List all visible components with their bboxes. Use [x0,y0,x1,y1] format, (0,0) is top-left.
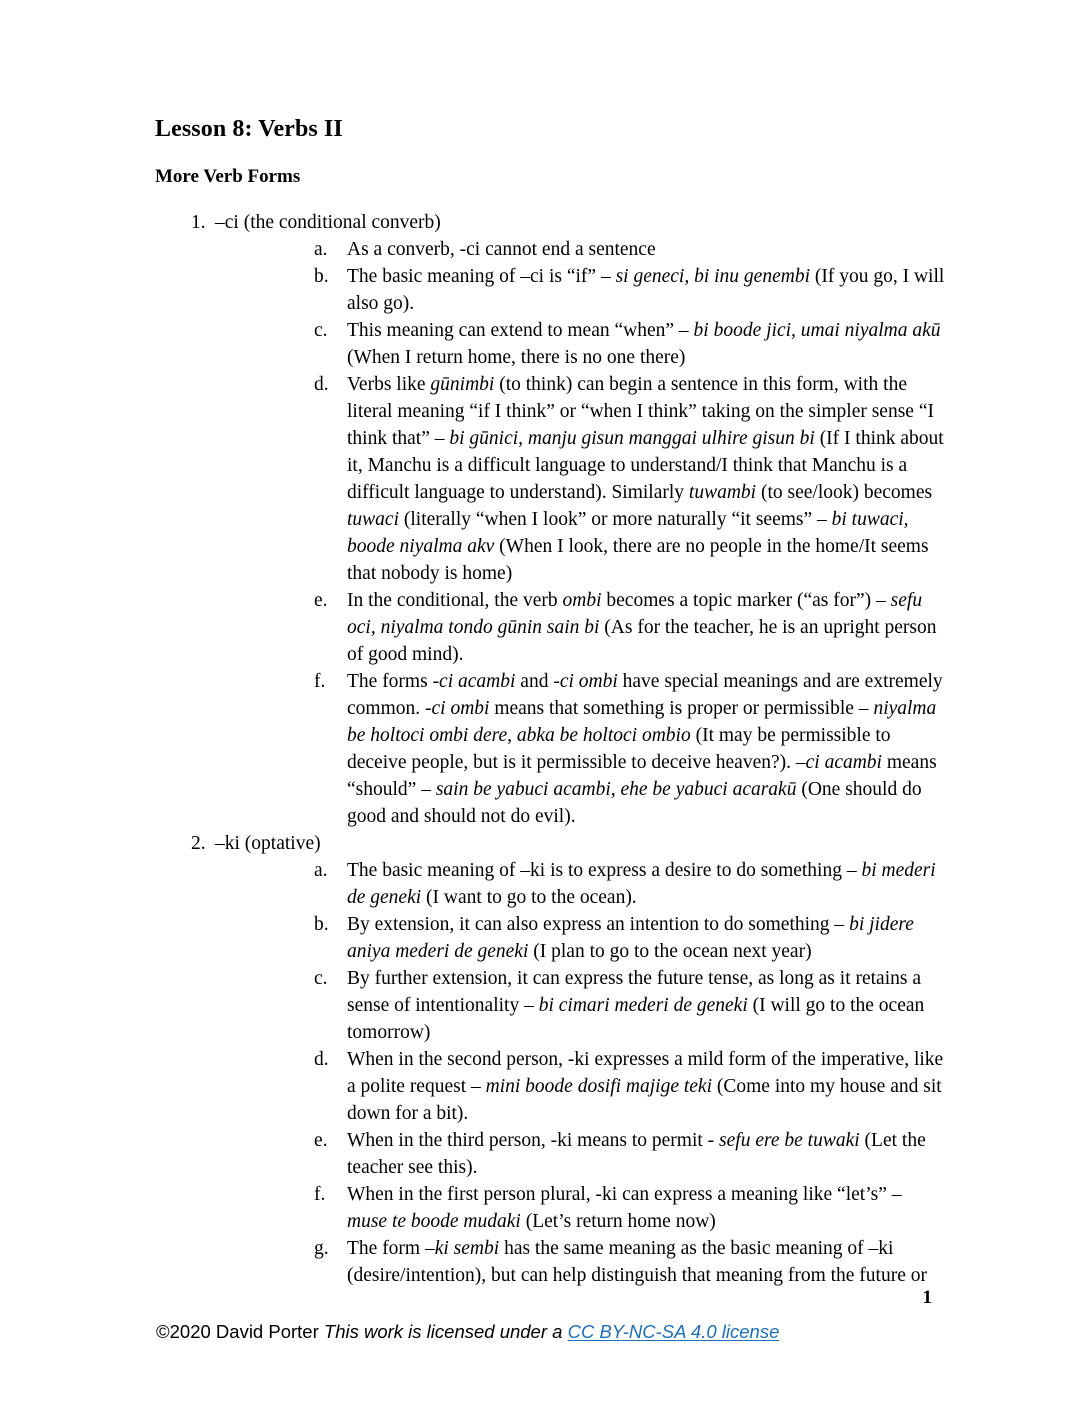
outline-item-level2 [215,1046,945,1127]
list-marker: a. [314,860,328,882]
page-title: Lesson 8: Verbs II [155,116,343,142]
outline-item-text: By further extension, it can express the future tense, as long as it retains a sense of intentionality – bi cimari mederi de geneki (I will go to the ocean tomorrow) [347,968,925,1044]
outline-item-text: When in the third person, -ki means to permit - sefu ere be tuwaki (Let the teacher see this). [347,1130,926,1179]
outline-item-text: The basic meaning of –ci is “if” – si geneci, bi inu genembi (If you go, I will also go). [347,266,945,315]
list-marker: b. [314,266,329,288]
outline-sublist [215,236,945,830]
outline-item-level2 [215,911,945,965]
list-marker: d. [314,374,329,396]
outline-item-level2 [215,587,945,668]
list-marker: e. [314,590,328,612]
list-marker: a. [314,239,328,261]
list-marker: g. [314,1238,329,1260]
list-marker: c. [314,320,328,342]
outline-item-level2 [215,1235,945,1289]
outline-item-text: Verbs like gūnimbi (to think) can begin a sentence in this form, with the literal meaning “if I think” or “when I think” taking on the simpler sense “I think that” – bi gūnici, manju gisun manggai ulhire gisun bi (If I think about it, Manchu is a difficult language to understand/I think that Manchu is a difficult language to understand). Similarly tuwambi (to see/look) becomes tuwaci (literally “when I look” or more naturally “it seems” – bi tuwaci, boode niyalma akv (When I look, there are no people in the home/It seems that nobody is home) [347,374,944,585]
outline-item-text: This meaning can extend to mean “when” – bi boode jici, umai niyalma akū (When I return home, there is no one there) [347,320,941,369]
outline-item-level2 [215,965,945,1046]
outline-item-level2 [215,668,945,830]
outline-list [155,209,945,1289]
outline-sublist [215,857,945,1289]
license-link[interactable]: CC BY-NC-SA 4.0 license [567,1321,780,1342]
outline-item-level2 [215,263,945,317]
outline-item-text: The forms -ci acambi and -ci ombi have special meanings and are extremely common. -ci ombi means that something is proper or permissible – niyalma be holtoci ombi dere, abka be holtoci ombio (It may be permissible to deceive people, but is it permissible to deceive heaven?). –ci acambi means “should” – sain be yabuci acambi, ehe be yabuci acarakū (One should do good and should not do evil). [347,671,943,828]
outline-heading-text: –ci (the conditional converb) [215,212,441,234]
document-body [155,116,945,1289]
list-marker: d. [314,1049,329,1071]
outline-item-level2 [215,1181,945,1235]
list-marker: e. [314,1130,328,1152]
outline-heading-text: –ki (optative) [215,833,321,855]
list-marker: f. [314,671,326,693]
list-marker: 2. [191,833,206,855]
outline-item-text: The basic meaning of –ki is to express a desire to do something – bi mederi de geneki (I want to go to the ocean). [347,860,936,909]
outline-item-level2 [215,371,945,587]
outline-item-level2 [215,1127,945,1181]
outline-item-text: In the conditional, the verb ombi becomes a topic marker (“as for”) – sefu oci, niyalma tondo gūnin sain bi (As for the teacher, he is an upright person of good mind). [347,590,937,666]
outline-item-text: As a converb, -ci cannot end a sentence [347,239,656,261]
list-marker: b. [314,914,329,936]
outline-item-level2 [215,857,945,911]
outline-item-text: When in the second person, -ki expresses a mild form of the imperative, like a polite request – mini boode dosifi majige teki (Come into my house and sit down for a bit). [347,1049,944,1125]
list-marker: f. [314,1184,326,1206]
section-subtitle: More Verb Forms [155,165,301,187]
outline-item-text: By extension, it can also express an intention to do something – bi jidere aniya mederi de geneki (I plan to go to the ocean next year) [347,914,914,963]
outline-item-level2 [215,317,945,371]
list-marker: 1. [191,212,206,234]
page-number: 1 [922,1287,932,1308]
outline-item-level1 [155,209,945,830]
list-marker: c. [314,968,328,990]
footer-license [156,1320,779,1344]
outline-item-text: The form –ki sembi has the same meaning as the basic meaning of –ki (desire/intention), but can help distinguish that meaning from the future or [347,1238,927,1287]
footer-copyright: ©2020 David Porter [156,1321,324,1342]
outline-item-level1 [155,830,945,1289]
outline-item-level2 [215,236,945,263]
footer-license-text: This work is licensed under a [323,1321,568,1342]
outline-item-text: When in the first person plural, -ki can express a meaning like “let’s” – muse te boode mudaki (Let’s return home now) [347,1184,902,1233]
